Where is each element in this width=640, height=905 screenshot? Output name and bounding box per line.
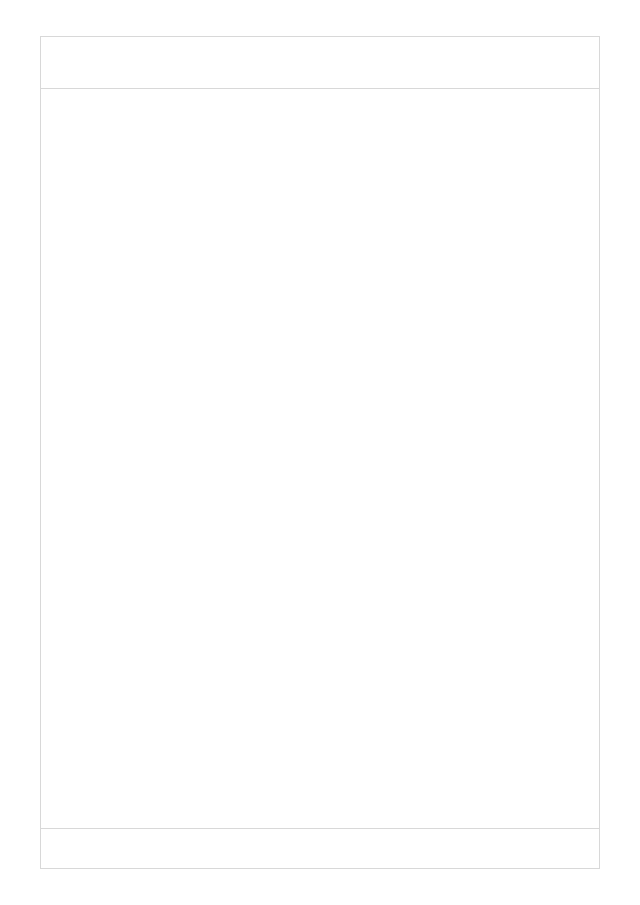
document-page: [40, 36, 600, 869]
page-footer: [41, 828, 599, 868]
page-header: [41, 37, 599, 89]
page-body: [41, 89, 599, 142]
